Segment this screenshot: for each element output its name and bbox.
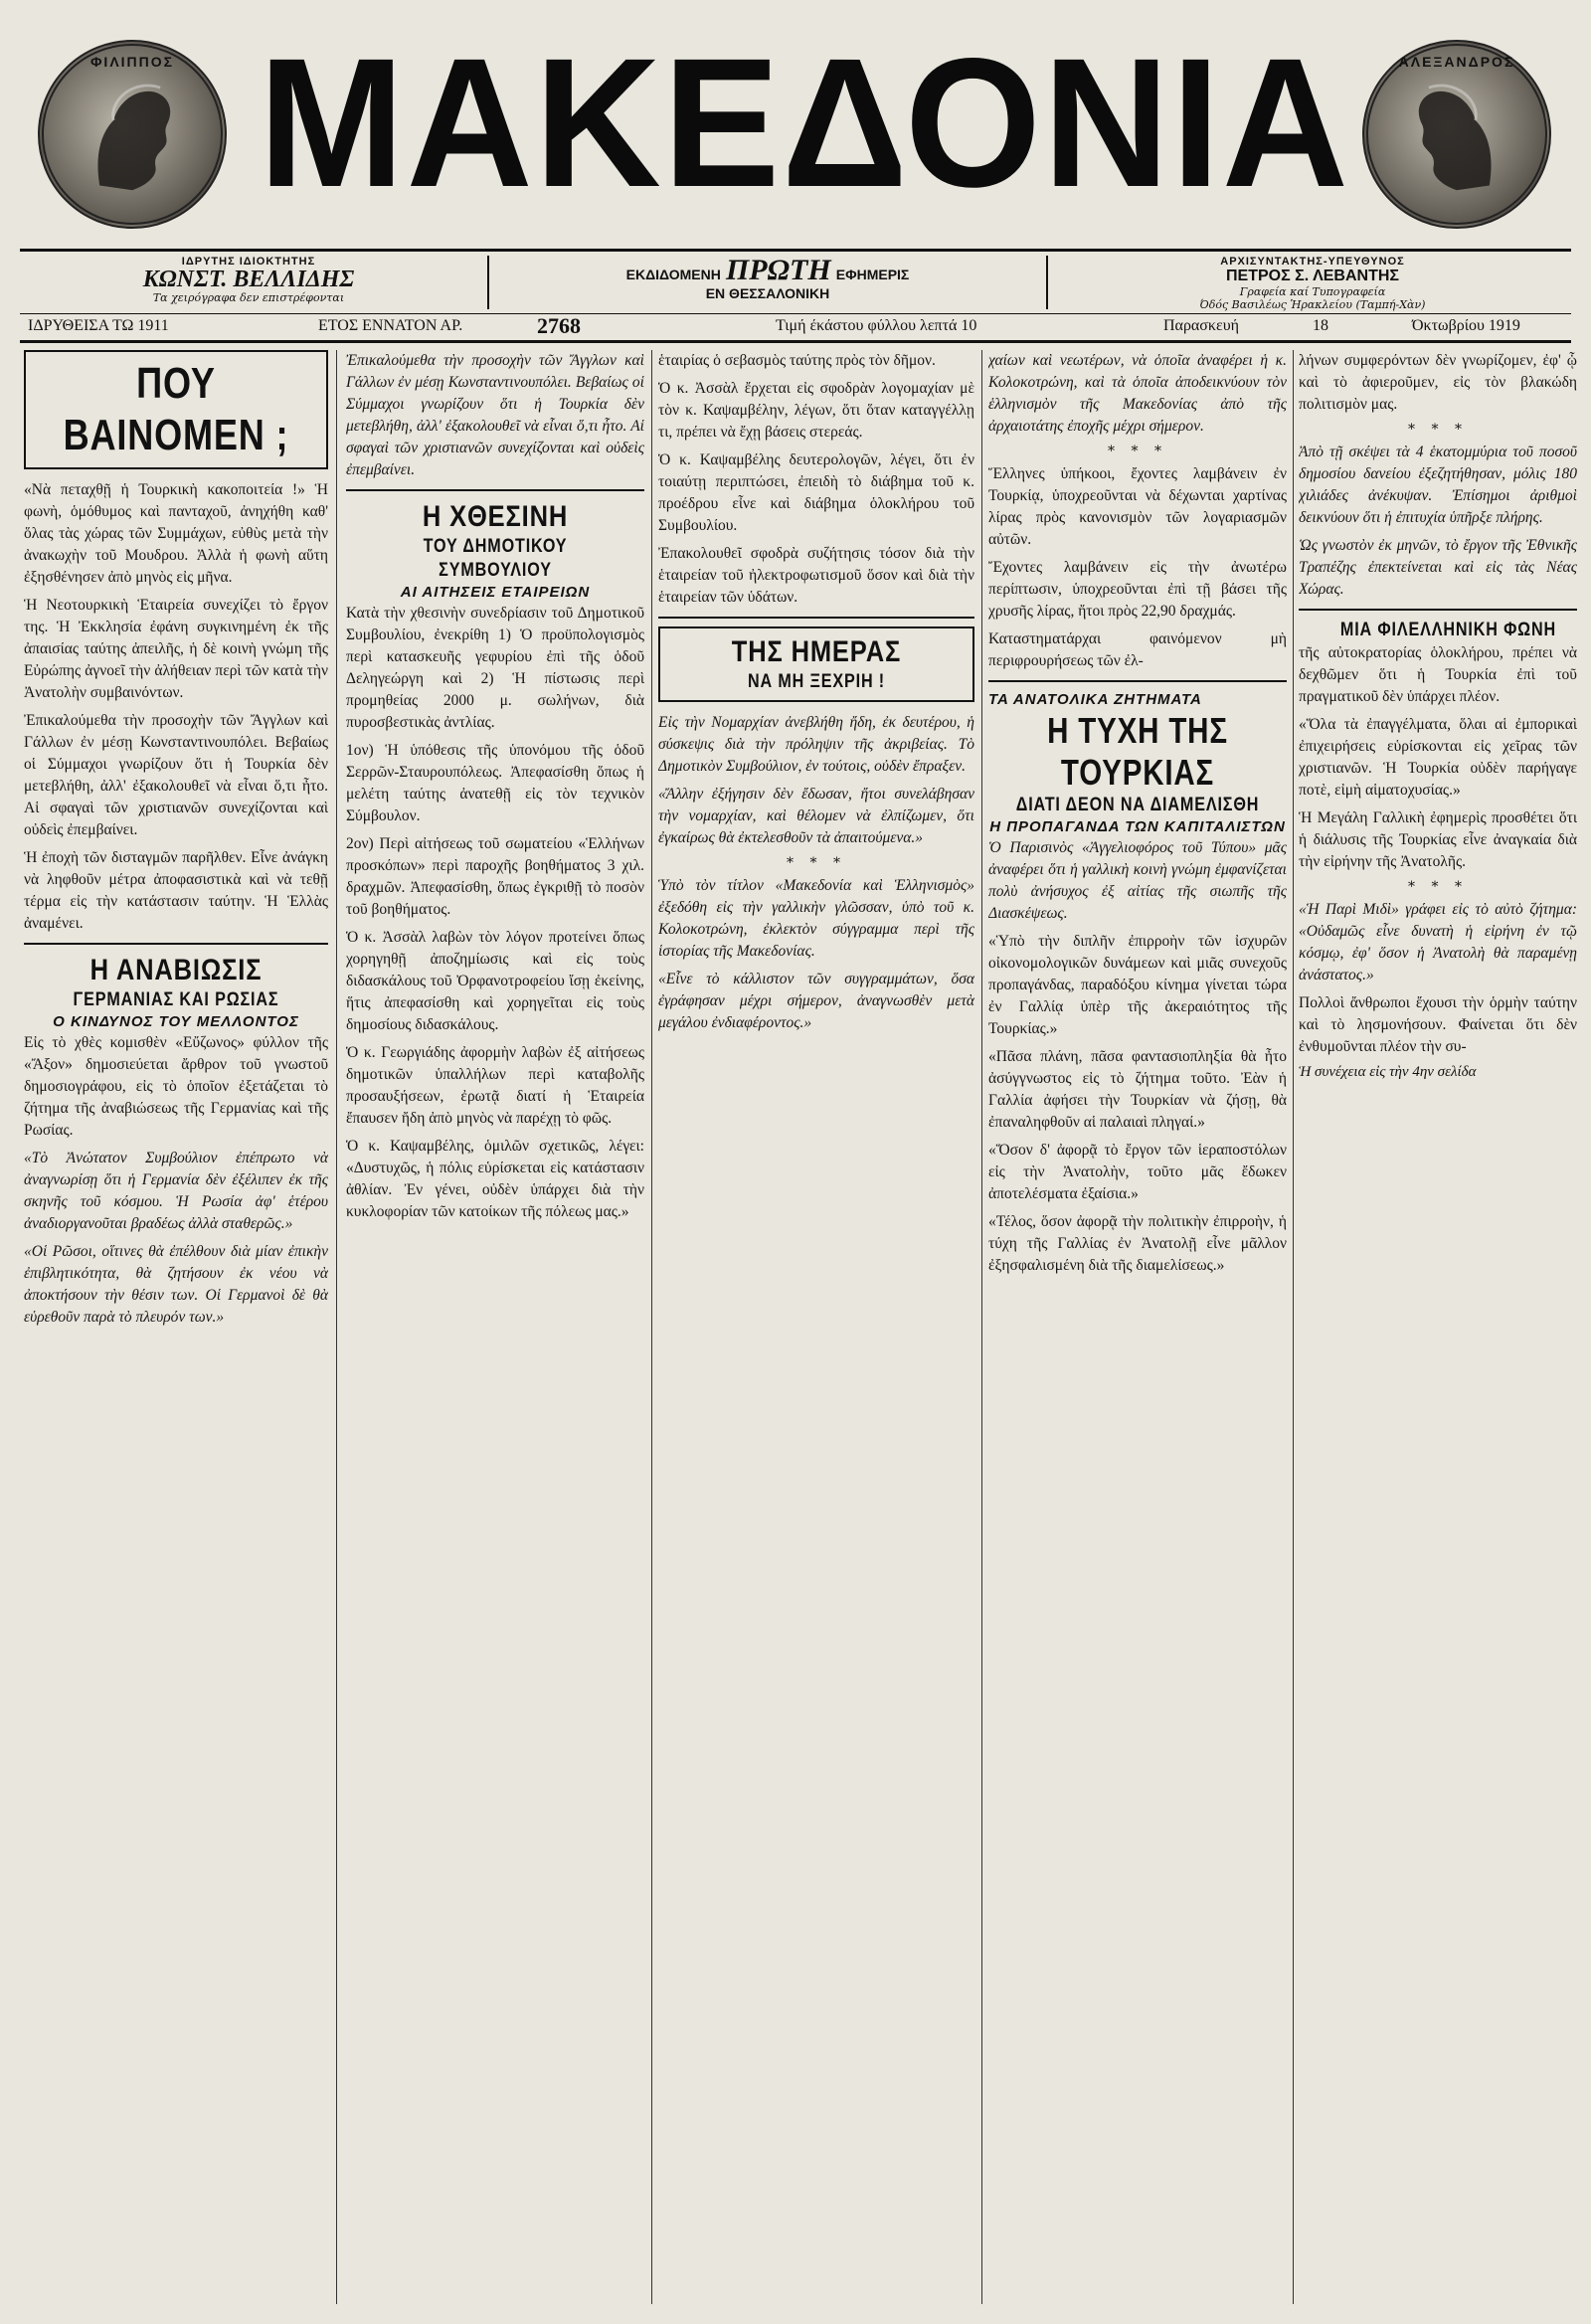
editor-name: ΠΕΤΡΟΣ Σ. ΛΕΒΑΝΤΗΣ: [1226, 268, 1399, 284]
article-paragraph: τῆς αὐτοκρατορίας ὁλοκλήρου, πρέπει νὰ δεχθῶμεν ὅτι ἡ Τουρκία ἐπὶ τοῦ πραγματικοῦ δὲν ὑπάρχει πλέον.: [1299, 644, 1577, 705]
article-paragraph: 1ον) Ἡ ὑπόθεσις τῆς ὑπονόμου τῆς ὁδοῦ Σερρῶν-Σταυρουπόλεως. Ἀπεφασίσθη ὅπως ἡ μελέτη ταύτης ἀνατεθῇ εἰς τὸν τεχνικὸν Σύμβουλον.: [346, 742, 644, 824]
founder-block: [50, 256, 447, 309]
subheadline-tis-imeras: ΝΑ ΜΗ ΞΕΧΡΙΗ !: [747, 671, 886, 692]
coin-right-legend: ΑΛΕΞΑΝΔΡΟΣ: [1398, 54, 1515, 70]
headline-tychi-tourkias: Η ΤΥΧΗ ΤΗΣ ΤΟΥΡΚΙΑΣ: [1047, 710, 1228, 793]
section-stars: * * *: [1408, 422, 1468, 438]
article-paragraph: Ἔχοντες λαμβάνειν εἰς τὴν ἀνωτέρω περίπτωσιν, ὑποχρεοῦνται ἐπὶ τῇ βάσει τῆς χρυσῆς λίρας, ἤτοι πρὸς 22,90 δραχμάς.: [988, 559, 1287, 620]
article-paragraph: Ἡ Μεγάλη Γαλλικὴ ἐφημερὶς προσθέτει ὅτι ἡ διάλυσις τῆς Τουρκίας εἶνε ἀναγκαία διὰ τὴν εἰρήνην τῆς Ἀνατολῆς.: [1299, 809, 1577, 870]
motto-part-b: ΠΡΩΤΗ: [725, 254, 831, 286]
article-paragraph: Κατὰ τὴν χθεσινὴν συνεδρίασιν τοῦ Δημοτικοῦ Συμβουλίου, ἐνεκρίθη 1) Ὁ προϋπολογισμὸς περὶ κατασκευῆς γεφυρίου ἐπὶ τῆς ὁδοῦ Δεληγεώργη καὶ 2) Ἡ πίστωσις περὶ προμηθείας 2000 μ. σωλήνων, διὰ πυροσβεστικὰς ἀντλίας.: [346, 605, 644, 731]
editor-note-2: Όδός Βασιλέως Ἡρακλείου (Ταμπή-Χὰν): [1199, 298, 1426, 311]
coin-philip-logo: [38, 40, 227, 229]
article-paragraph: Ὁ κ. Ἀσσὰλ ἔρχεται εἰς σφοδρὰν λογομαχίαν μὲ τὸν κ. Καψαμβέλην, λέγων, ὅτι ὅταν καταγγέλλῃ τι, πρέπει νὰ ἔχῃ βάσεις στερεάς.: [658, 380, 974, 441]
motto-line-2: ΕΝ ΘΕΣΣΑΛΟΝΙΚΗ: [705, 285, 830, 301]
masthead-infobar: [20, 249, 1571, 314]
article-paragraph: Ὁ κ. Ἀσσὰλ λαβὼν τὸν λόγον προτείνει ὅπως χορηγηθῇ ἀποζημίωσις καὶ εἰς τοὺς διδασκάλους τοῦ Ὀρφανοτροφείου ἴσῃ ἐκείνης, ἥτις ἀπεφασίσθη καὶ χορηγεῖται εἰς τοὺς δημοσίους διδασκάλους.: [346, 929, 644, 1033]
headline-pou-vainomen: ΠΟΥ ΒΑΙΝΟΜΕΝ ;: [63, 359, 289, 459]
column-2: [346, 350, 644, 2304]
article-paragraph: «Τέλος, ὅσον ἀφορᾷ τὴν πολιτικὴν ἐπιρροὴν, ἡ τύχη τῆς Γαλλίας ἐν Ἀνατολῇ εἶνε μᾶλλον ἐξησφαλισμένη διὰ τῆς διαμελίσεως.»: [988, 1213, 1287, 1274]
masthead: [0, 0, 1591, 249]
weekday: Παρασκευή: [1163, 317, 1239, 334]
motto-block: [487, 256, 1048, 309]
headline-tis-imeras: ΤΗΣ ΗΜΕΡΑΣ: [731, 635, 902, 668]
motto-part-c: ΕΦΗΜΕΡΙΣ: [835, 267, 910, 282]
article-paragraph: ἑταιρίας ὁ σεβασμὸς ταύτης πρὸς τὸν δῆμον.: [658, 352, 936, 369]
subheadline-propaganda: Η ΠΡΟΠΑΓΑΝΔΑ ΤΩΝ ΚΑΠΙΤΑΛΙΣΤΩΝ: [989, 818, 1286, 835]
coin-profile-icon: [1368, 46, 1545, 223]
kicker-anatolika-zitimata: ΤΑ ΑΝΑΤΟΛΙΚΑ ΖΗΤΗΜΑΤΑ: [988, 691, 1202, 708]
date-day: 18: [1313, 317, 1328, 334]
article-pou-headline-box: [24, 350, 328, 469]
issue-number: 2768: [537, 313, 581, 338]
article-paragraph: χαίων καὶ νεωτέρων, νὰ ὁποῖα ἀναφέρει ἡ κ. Κολοκοτρώνη, καὶ τὰ ὁποῖα ἀποδεικνύουν τὸν ἑλληνισμὸν τῆς Μακεδονίας ἀπὸ τῆς ἀρχαιοτάτης ἐποχῆς μέχρι σήμερον.: [988, 352, 1287, 435]
article-paragraph: Ὑπὸ τὸν τίτλον «Μακεδονία καὶ Ἑλληνισμὸς» ἐξεδόθη εἰς τὴν γαλλικὴν γλῶσσαν, ὑπὸ τοῦ κ. Κολοκοτρώνη, ἐκλεκτὸν σύγγραμμα περὶ τῆς ἱστορίας τῆς Μακεδονίας.: [658, 877, 974, 960]
divider: [1299, 609, 1577, 611]
article-paragraph: «Ἄλλην ἐξήγησιν δὲν ἔδωσαν, ἤτοι συνελάβησαν τὴν νομαρχίαν, καὶ θέλομεν νὰ ἐλπίζωμεν, ὅτι ἐγκαίρως θὰ ἐκτελεσθοῦν τὰ ἀπαιτούμενα.»: [658, 786, 974, 846]
article-paragraph: «Ὅσον δ' ἀφορᾷ τὸ ἔργον τῶν ἱεραποστόλων εἰς τὴν Ἀνατολὴν, τοῦτο μᾶς ἔδωκεν ἀποτελέσματα ἐξαίσια.»: [988, 1142, 1287, 1202]
article-paragraph: Ὡς γνωστὸν ἐκ μηνῶν, τὸ ἔργον τῆς Ἐθνικῆς Τραπέζης ἐπεκτείνεται καὶ εἰς τὰς Νέας Χώρας.: [1299, 537, 1577, 598]
article-paragraph: Ἐπικαλούμεθα τὴν προσοχὴν τῶν Ἄγγλων καὶ Γάλλων ἐν μέσῃ Κωνσταντινουπόλει. Βεβαίως οἱ Σύμμαχοι γνωρίζουν ὅτι ἡ Τουρκία δὲν μετεβλήθη, ἀλλ' ἐξακολουθεῖ νὰ εἶναι ὅ,τι ἦτο. Αἱ σφαγαὶ τῶν χριστιανῶν συνεχίζονται καὶ οὐδεὶς ἐπεμβαίνει.: [24, 712, 328, 838]
column-rule: [336, 350, 337, 2304]
article-paragraph: 2ον) Περὶ αἰτήσεως τοῦ σωματείου «Ἑλλήνων προσκόπων» περὶ παροχῆς βοηθήματος 3 χιλ. δραχμῶν. Ἀπεφασίσθη, ὅπως ἐγκριθῇ τὸ ποσὸν τοῦ βοηθήματος.: [346, 835, 644, 918]
coin-profile-icon: [44, 46, 221, 223]
subheadline-filelliniki-foni: ΜΙΑ ΦΙΛΕΛΛΗΝΙΚΗ ΦΩΝΗ: [1339, 620, 1556, 640]
founder-name: ΚΩΝΣΤ. ΒΕΛΛΙΔΗΣ: [142, 267, 355, 292]
article-paragraph: Ὁ κ. Γεωργιάδης ἀφορμὴν λαβὼν ἐξ αἰτήσεως δημοτικῶν ὑπαλλήλων περὶ καταβολῆς προσαυξήσεων, ἐρωτᾷ διατί ἡ Ἑταιρεία ἔπαυσεν ἤδη ἀπὸ μηνὸς νὰ παρέχῃ τὸ φῶς.: [346, 1044, 644, 1127]
article-paragraph: Πολλοὶ ἄνθρωποι ἔχουσι τὴν ὁρμὴν ταύτην καὶ τὸ λησμονήσουν. Φαίνεται ὅτι δὲν ἐνθυμοῦνται πλέον τὴν συ-: [1299, 994, 1577, 1055]
article-paragraph: Ὁ κ. Καψαμβέλης, ὁμιλῶν σχετικῶς, λέγει: «Δυστυχῶς, ἡ πόλις εὑρίσκεται εἰς κατάστασιν ἀθλίαν. Ἐν γένει, οὐδὲν ὑπάρχει διὰ τὴν κυκλοφορίαν τῶν κατοίκων τῆς πόλεως μας.»: [346, 1138, 644, 1220]
newspaper-title: ΜΑΚΕΔΟΝΙΑ: [259, 21, 1350, 226]
article-paragraph: «Ὑπὸ τὴν διπλῆν ἐπιρροὴν τῶν ἰσχυρῶν οἰκονομολογικῶν δυνάμεων καὶ μιᾶς συνεχοῦς προπαγάνδας, παραδόξου κίνημα γίνεται τώρα ἐν Γαλλίᾳ ὑπὲρ τῆς ἀκεραιότητος τῆς Τουρκίας.»: [988, 933, 1287, 1037]
article-paragraph: Ὁ κ. Καψαμβέλης δευτερολογῶν, λέγει, ὅτι ἐν τοιαύτῃ περιπτώσει, ἐπειδὴ τὸ διάβημα τοῦ κ. προέδρου εἶνε καὶ διάβημα ὁλοκλήρου τοῦ Συμβουλίου.: [658, 451, 974, 534]
column-3: [658, 350, 974, 2304]
founder-note: Τα χειρόγραφα δεν επιστρέφονται: [152, 291, 345, 304]
coin-alexander-logo: [1362, 40, 1551, 229]
article-paragraph: Ἕλληνες ὑπήκοοι, ἔχοντες λαμβάνειν ἐν Τουρκίᾳ, ὑποχρεοῦνται νὰ δέχωνται χαρτίνας λίρας πρὸς κανονισμὸν τῶν λογαριασμῶν αὐτῶν.: [988, 465, 1287, 548]
divider: [658, 617, 974, 619]
year-issue-label: ΕΤΟΣ ΕΝΝΑΤΟΝ ΑΡ.: [318, 317, 463, 334]
article-paragraph: Εἰς τὸ χθὲς κομισθὲν «Εὔζωνος» φύλλον τῆς «Ἄξον» δημοσιεύεται ἄρθρον τοῦ γνωστοῦ δημοσιογράφου, εἰς τὸ ὁποῖον ἐξετάζεται τὸ ζήτημα τῆς ἀναβιώσεως τῆς Γερμανίας καὶ τῆς Ρωσίας.: [24, 1034, 328, 1139]
divider: [988, 680, 1287, 682]
subheadline-hthesini: ΤΟΥ ΔΗΜΟΤΙΚΟΥ ΣΥΜΒΟΥΛΙΟΥ: [423, 536, 568, 581]
founded-year: ΙΔΡΥΘΕΙΣΑ ΤΩ 1911: [28, 317, 169, 334]
article-paragraph: Ὁ Παρισινὸς «Ἀγγελιοφόρος τοῦ Τύπου» μᾶς ἀναφέρει ὅτι ἡ γαλλικὴ κοινὴ γνώμη ἐμφανίζεται πολὺ ἀνήσυχος ἐξ αἰτίας τῆς σιωπῆς τῆς Διασκέψεως.: [988, 839, 1287, 922]
price: Τιμή έκάστου φύλλου λεπτά 10: [776, 317, 977, 334]
editor-block: [1074, 256, 1551, 309]
founder-label: ΙΔΡΥΤΗΣ ΙΔΙΟΚΤΗΤΗΣ: [181, 256, 316, 268]
article-paragraph: Ἡ Νεοτουρκικὴ Ἑταιρεία συνεχίζει τὸ ἔργον της. Ἡ Ἐκκλησία ἐφάνη συγκινημένη ἐκ τῆς ἀπαισίας ταύτης ἀπειλῆς, ἡ δὲ κοινὴ γνώμη τῆς Εὐρώπης ἀγνοεῖ τὴν ἀλήθειαν περὶ τῶν κατὰ τὴν Ἀνατολὴν συμβαινόντων.: [24, 597, 328, 701]
section-stars: * * *: [1108, 444, 1167, 459]
subheadline-anaviosis: ΓΕΡΜΑΝΙΑΣ ΚΑΙ ΡΩΣΙΑΣ: [73, 989, 279, 1010]
column-rule: [981, 350, 982, 2304]
article-paragraph: «Ὅλα τὰ ἐπαγγέλματα, ὅλαι αἱ ἐμπορικαὶ ἐπιχειρήσεις εὑρίσκονται εἰς χεῖρας τῶν χριστιανῶν. Ἡ Τουρκία οὐδὲν παρήγαγε ποτὲ, εἰμὴ αἱματοχυσίας.»: [1299, 716, 1577, 799]
column-rule: [1293, 350, 1294, 2304]
article-imeras-headline-box: [658, 626, 974, 702]
date-bar: [20, 312, 1571, 343]
subheadline-anaviosis-2: Ο ΚΙΝΔΥΝΟΣ ΤΟΥ ΜΕΛΛΟΝΤΟΣ: [53, 1013, 299, 1030]
headline-anaviosis: Η ΑΝΑΒΙΩΣΙΣ: [89, 954, 263, 986]
article-paragraph: «Νὰ πεταχθῇ ἡ Τουρκικὴ κακοποιτεία !» Ἡ φωνὴ, ὁμόθυμος καὶ πανταχοῦ, ἀνηχήθη καθ' ὅλας τὰς χώρας τῶν Συμμάχων, εὐθὺς μετὰ τὴν ἀνακωχὴν τοῦ Μουδρου. Ἀλλὰ ἡ φωνὴ αὕτη ἐξησθένησεν ἀπὸ μηνὸς εἰς μῆνα.: [24, 481, 328, 586]
article-paragraph: «Οἱ Ρῶσοι, οἵτινες θὰ ἐπέλθουν διὰ μίαν ἐπικὴν ἐπιβλητικότητα, θὰ ζητήσουν ἐκ νέου νὰ ἀποκτήσουν τὴν θέσιν των. Οἱ Γερμανοὶ δὲ θὰ εὑρεθοῦν παρὰ τὸ πλευρόν των.»: [24, 1243, 328, 1326]
divider: [24, 943, 328, 945]
column-rule: [651, 350, 652, 2304]
article-paragraph: λήνων συμφερόντων δὲν γνωρίζομεν, ἐφ' ᾧ καὶ τὸ ἀφιεροῦμεν, εἰς τὸν βλακώδη πολιτισμὸν μας.: [1299, 352, 1577, 413]
editor-label: ΑΡΧΙΣΥΝΤΑΚΤΗΣ-ΥΠΕΥΘΥΝΟΣ: [1220, 256, 1405, 268]
article-paragraph: «Τὸ Ἀνώτατον Συμβούλιον ἐπέπρωτο νὰ ἀναγνωρίσῃ ὅτι ἡ Γερμανία δὲν ἐξέλιπεν ἐκ τῆς σκηνῆς τοῦ κόσμου. Ἡ Ρωσία ἀφ' ἑτέρου ἀναδιοργανοῦται βραδέως ἀλλὰ σταθερῶς.»: [24, 1150, 328, 1232]
article-paragraph: Εἰς τὴν Νομαρχίαν ἀνεβλήθη ἤδη, ἐκ δευτέρου, ἡ σύσκεψις διὰ τὴν πρόληψιν τῆς ἀκριβείας. Τὸ Δημοτικὸν Συμβούλιον, ἐν τούτοις, οὐδὲν ἔπραξεν.: [658, 714, 974, 775]
article-paragraph: «Πᾶσα πλάνη, πᾶσα φαντασιοπληξία θὰ ἦτο ἀσύγγνωστος εἰς τὸ ζήτημα τοῦτο. Ἐὰν ἡ Γαλλία ἀφήσει τὴν Τουρκίαν νὰ ζήσῃ, θὰ ἐπαναληφθοῦν αἱ παλαιαὶ πληγαί.»: [988, 1048, 1287, 1131]
section-stars: * * *: [787, 855, 846, 871]
continued-note: Ἡ συνέχεια εἰς τὴν 4ην σελίδα: [1299, 1064, 1477, 1080]
section-stars: * * *: [1408, 879, 1468, 895]
column-1: [24, 350, 328, 2304]
column-5: [1299, 350, 1577, 2304]
subheadline-diati-deon: ΔΙΑΤΙ ΔΕΟΝ ΝΑ ΔΙΑΜΕΛΙΣΘΗ: [1015, 795, 1260, 815]
article-paragraph: «Ἡ Παρὶ Μιδὶ» γράφει εἰς τὸ αὐτὸ ζήτημα: «Οὐδαμῶς εἶνε δυνατὴ ἡ εἰρήνη ἐν τῷ κόσμῳ, ἐφ' ὅσον ἡ Ἀνατολὴ θὰ παραμένῃ ἀνάστατος.»: [1299, 901, 1577, 983]
divider: [346, 489, 644, 491]
article-paragraph: Ἐπικαλούμεθα τὴν προσοχὴν τῶν Ἄγγλων καὶ Γάλλων ἐν μέσῃ Κωνσταντινουπόλει. Βεβαίως οἱ Σύμμαχοι γνωρίζουν ὅτι ἡ Τουρκία δὲν μετεβλήθη, ἀλλ' ἐξακολουθεῖ νὰ εἶναι ὅ,τι ἦτο. Αἱ σφαγαὶ τῶν χριστιανῶν συνεχίζονται καὶ οὐδεὶς ἐπεμβαίνει.: [346, 352, 644, 478]
headline-hthesini: Η ΧΘΕΣΙΝΗ: [422, 500, 569, 533]
editor-note-1: Γραφεία καί Τυπογραφεία: [1239, 285, 1386, 298]
coin-left-legend: ΦΙΛΙΠΠΟΣ: [89, 54, 175, 70]
article-paragraph: Καταστηματάρχαι φαινόμενον μὴ περιφρουρήσεως τῶν ἐλ-: [988, 630, 1287, 669]
article-paragraph: «Εἶνε τὸ κάλλιστον τῶν συγγραμμάτων, ὅσα ἐγράφησαν μέχρι σήμερον, ἀναγνωσθὲν μετὰ μεγάλου ἐνδιαφέροντος.»: [658, 971, 974, 1031]
subheadline-hthesini-2: ΑΙ ΑΙΤΗΣΕΙΣ ΕΤΑΙΡΕΙΩΝ: [400, 584, 591, 601]
article-paragraph: Ἡ ἐποχὴ τῶν δισταγμῶν παρῆλθεν. Εἶνε ἀνάγκη νὰ ληφθοῦν μέτρα ἀποφασιστικὰ καὶ νὰ τεθῇ τέρμα εἰς τὴν κατάστασιν ταύτην. Ἡ Ἑλλὰς ἀναμένει.: [24, 849, 328, 932]
column-4: [988, 350, 1287, 2304]
article-paragraph: Ἀπὸ τῇ σκέψει τὰ 4 ἑκατομμύρια τοῦ ποσοῦ δημοσίου δανείου ἐξεζητήθησαν, μόλις 180 χιλιάδες ἀνέκυψαν. Ἐπίσημοι ἀριθμοὶ δεικνύουν ὅτι ἡ ἐπιτυχία ὑπῆρξε πλήρης.: [1299, 444, 1577, 526]
motto-part-a: ΕΚΔΙΔΟΜΕΝΗ: [625, 267, 721, 282]
date-month-year: Όκτωβρίου 1919: [1412, 317, 1520, 334]
article-paragraph: Ἐπακολουθεῖ σφοδρὰ συζήτησις τόσον διὰ τὴν ἑταιρείαν τοῦ ἠλεκτροφωτισμοῦ ὅσον καὶ διὰ τὴν ἑταιρείαν τῶν ὑδάτων.: [658, 545, 974, 606]
